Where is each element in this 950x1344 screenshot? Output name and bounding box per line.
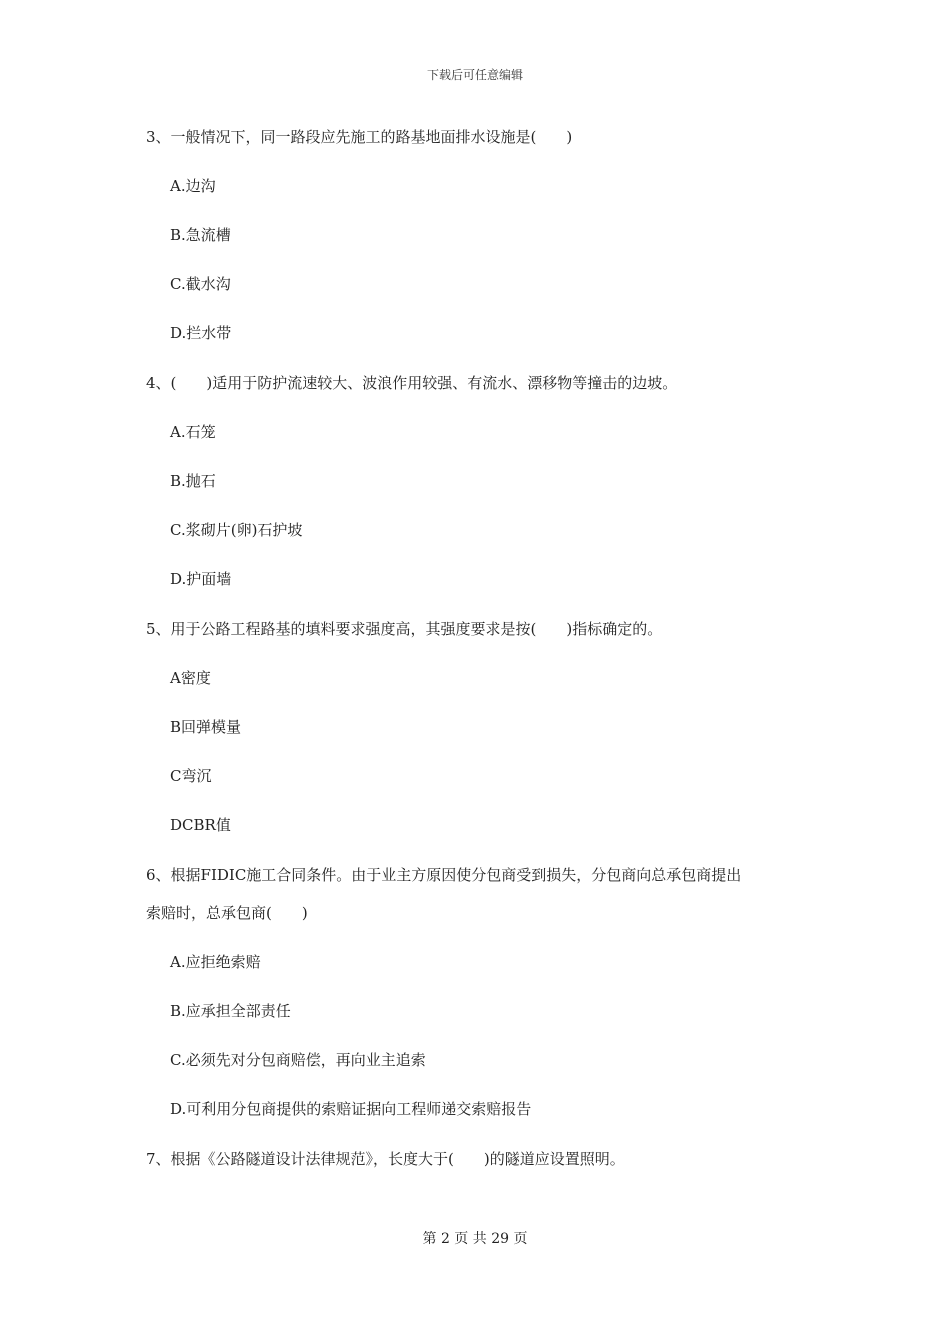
question-5-option-c: C弯沉	[170, 767, 212, 785]
question-5-option-d: DCBR值	[170, 816, 231, 834]
question-4-option-a: A.石笼	[170, 423, 216, 441]
question-7-text: 7、根据《公路隧道设计法律规范》，长度大于( )的隧道应设置照明。	[146, 1150, 625, 1168]
question-6-option-d: D.可利用分包商提供的索赔证据向工程师递交索赔报告	[170, 1100, 532, 1118]
question-6-option-b: B.应承担全部责任	[170, 1002, 291, 1020]
question-5-option-b: B回弹模量	[170, 718, 242, 736]
question-3-option-b: B.急流槽	[170, 226, 231, 244]
question-6-option-c: C.必须先对分包商赔偿，再向业主追索	[170, 1051, 426, 1069]
question-4-option-d: D.护面墙	[170, 570, 232, 588]
question-4-option-c: C.浆砌片(卵)石护坡	[170, 521, 303, 539]
question-6-text-line-1: 6、根据FIDIC施工合同条件。由于业主方原因使分包商受到损失，分包商向总承包商提出	[146, 866, 742, 884]
page-header: 下载后可任意编辑	[426, 68, 523, 82]
question-5-option-a: A密度	[170, 669, 211, 687]
question-3-option-c: C.截水沟	[170, 275, 231, 293]
page-footer: 第 2 页 共 29 页	[422, 1231, 528, 1247]
question-3-text: 3、一般情况下，同一路段应先施工的路基地面排水设施是( )	[146, 128, 573, 146]
question-5-text: 5、用于公路工程路基的填料要求强度高，其强度要求是按( )指标确定的。	[146, 620, 663, 638]
question-6-text-line-2: 索赔时，总承包商( )	[146, 904, 308, 922]
question-4-option-b: B.抛石	[170, 472, 216, 490]
question-6-option-a: A.应拒绝索赔	[170, 953, 261, 971]
question-3-option-d: D.拦水带	[170, 324, 232, 342]
question-4-text: 4、( )适用于防护流速较大、波浪作用较强、有流水、漂移物等撞击的边坡。	[146, 374, 678, 392]
question-3-option-a: A.边沟	[170, 177, 216, 195]
